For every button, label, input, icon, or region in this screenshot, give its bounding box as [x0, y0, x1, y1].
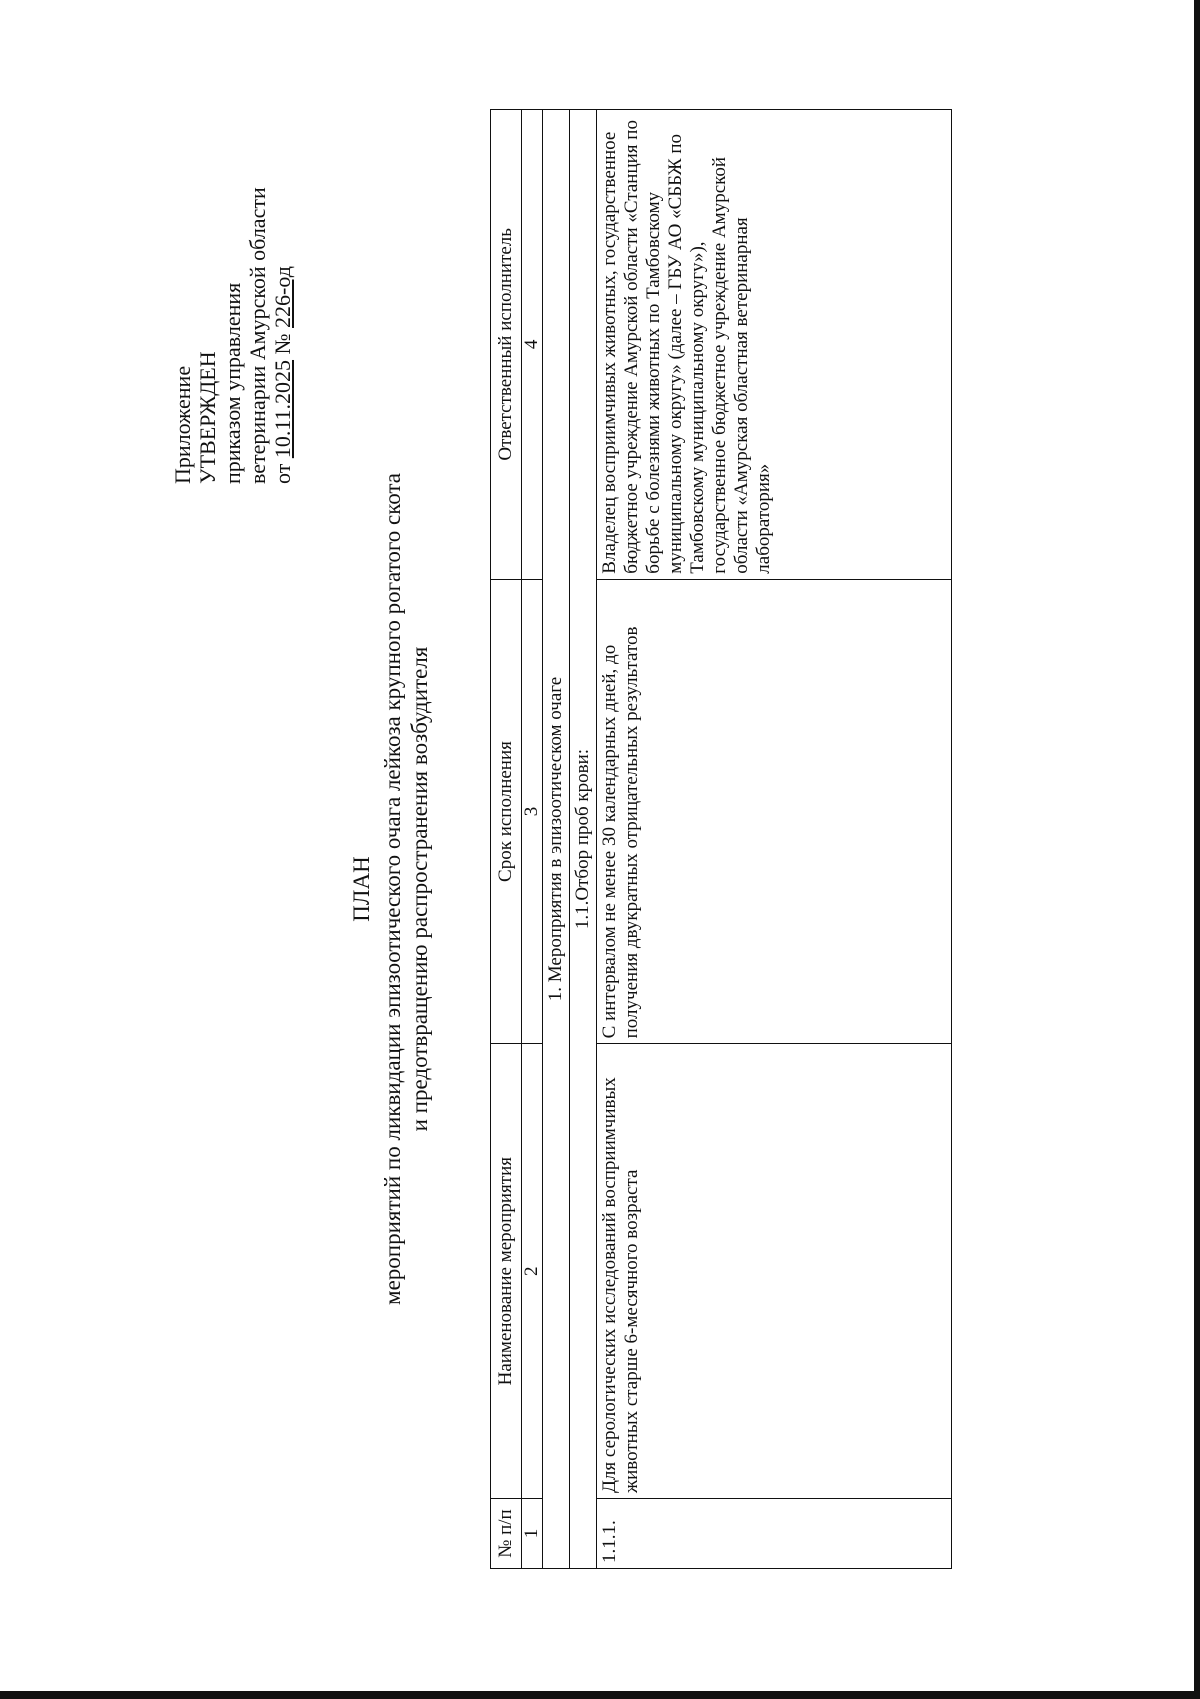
section-1-heading: 1. Мероприятия в эпизоотическом очаге [543, 110, 570, 1569]
header-deadline: Срок исполнения [491, 579, 522, 1044]
approval-approved-label: УТВЕРЖДЕН [195, 351, 220, 484]
column-number-3: 3 [522, 579, 543, 1044]
approval-number-sign: № [270, 333, 295, 355]
column-number-row [522, 110, 543, 1569]
table-header-row [491, 110, 522, 1569]
header-activity-name: Наименование мероприятия [491, 1044, 522, 1499]
plan-table [490, 109, 952, 1569]
row-activity-name: Для серологических исследований восприимчивых животных старше 6-месячного возраста [597, 1044, 952, 1499]
header-number: № п/п [491, 1499, 522, 1569]
title-plan: ПЛАН [349, 856, 374, 922]
approval-order-line: приказом управления [220, 282, 245, 484]
column-number-4: 4 [522, 110, 543, 580]
row-responsible: Владелец восприимчивых животных, государственное бюджетное учреждение Амурской области «Станция по борьбе с болезнями животных по Тамбовскому муниципальному округу» (далее – ГБУ АО «СББЖ по Тамбовскому муниципальному округу»), государственное бюджетное учреждение Амурской области «Амурская областная ветеринарная лаборатория» [597, 110, 952, 580]
approval-number: 226-од [270, 266, 295, 328]
approval-appendix-label: Приложение [170, 365, 195, 484]
subsection-row [570, 110, 597, 1569]
approval-stamp [170, 187, 295, 484]
header-responsible: Ответственный исполнитель [491, 110, 522, 580]
subsection-1-1-heading: 1.1.Отбор проб крови: [570, 110, 597, 1569]
title-line-2: и предотвращению распространения возбудителя [407, 646, 432, 1132]
table-row [597, 110, 952, 1569]
column-number-1: 1 [522, 1499, 543, 1569]
row-deadline: С интервалом не менее 30 календарных дней, до получения двукратных отрицательных результатов [597, 579, 952, 1044]
approval-date-number-line [270, 187, 295, 484]
approval-authority-line: ветеринарии Амурской области [245, 187, 270, 484]
row-number: 1.1.1. [597, 1499, 952, 1569]
approval-from-prefix: от [270, 463, 295, 484]
title-line-1: мероприятий по ликвидации эпизоотического очага лейкоза крупного рогатого скота [380, 473, 405, 1305]
section-row [543, 110, 570, 1569]
approval-date: 10.11.2025 [270, 359, 295, 459]
column-number-2: 2 [522, 1044, 543, 1499]
document-title [348, 329, 433, 1449]
